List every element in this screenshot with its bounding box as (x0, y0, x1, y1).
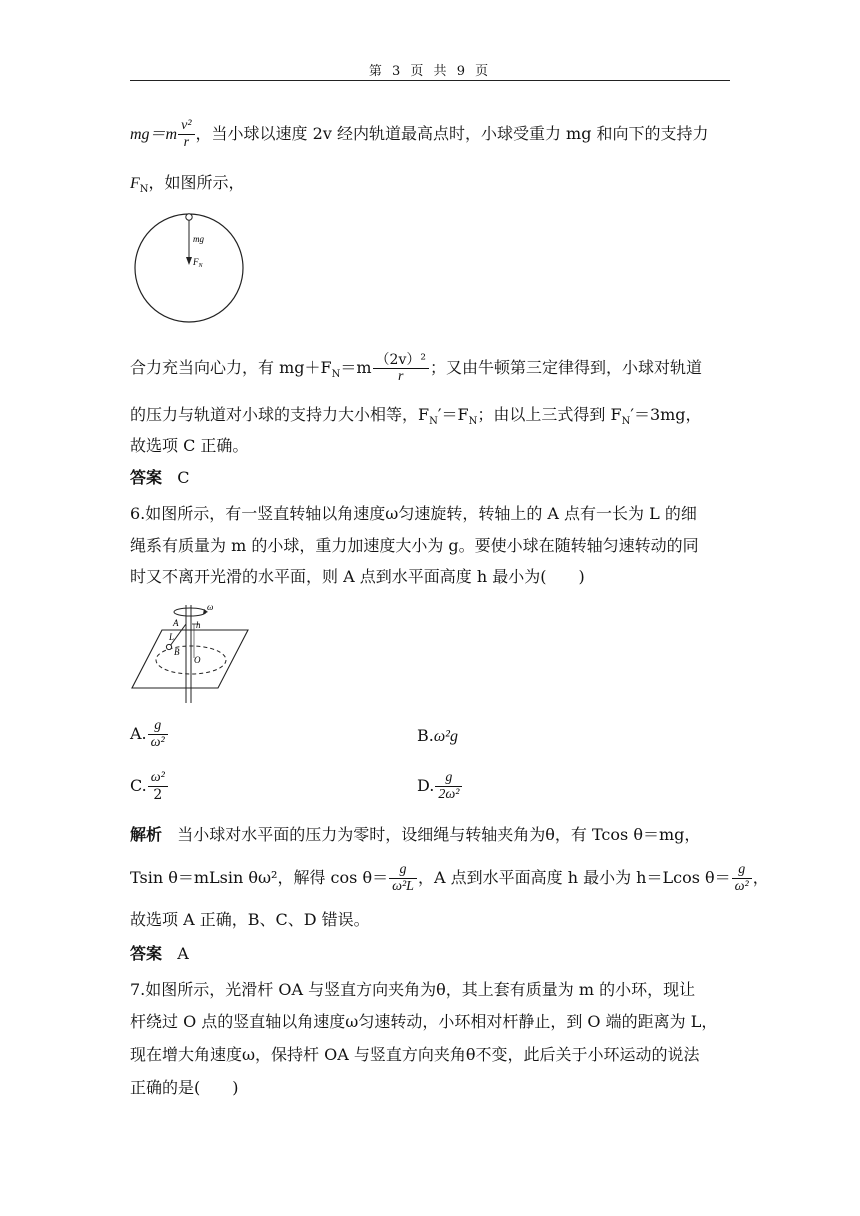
p5-line-5: 故选项 C 正确。 (130, 436, 249, 455)
label-A: A (173, 618, 179, 628)
label-h: h (196, 620, 201, 630)
q7-line-2: 杆绕过 O 点的竖直轴以角速度ω匀速转动，小环相对杆静止，到 O 端的距离为 L， (130, 1012, 718, 1031)
rotating-shaft-figure (130, 600, 252, 708)
q6-answer: 答案 A (130, 944, 189, 963)
circle-track-figure (130, 205, 250, 327)
q7-line-1: 7.如图所示，光滑杆 OA 与竖直方向夹角为θ，其上套有质量为 m 的小环，现让 (130, 980, 696, 999)
q6-analysis-2: Tsin θ＝mLsin θω²，解得 cos θ＝ $\frac{g}{\text{ω²L}}$ ，A 点到水平面高度 h 最小为 h＝Lcos θ＝ $\frac{g}{\text{ω²}}$ ， (130, 862, 769, 894)
formula-mg: mg＝m (130, 126, 178, 143)
p5-line-1: mg＝m $\frac{\text{v²}}{r}$ ，当小球以速度 2v 经内轨道最高点时，小球受重力 mg 和向下的支持力 (130, 118, 709, 150)
page-header: 第 3 页 共 9 页 (368, 64, 492, 79)
p5-line-4: 的压力与轨道对小球的支持力大小相等，$F_N'=F_N$；由以上三式得到 $F_N'=3mg$， (130, 405, 702, 428)
p5-line-2: $F_N$，如图所示， (130, 173, 245, 196)
rotation-arrow (174, 608, 206, 616)
label-omega: ω (207, 602, 214, 612)
label-O: O (194, 655, 201, 665)
option-C: C. $\frac{\text{ω²}}{2}$ (130, 770, 169, 803)
fraction-2v2-r: $\frac{\text{（2v）²}}{r}$ (373, 352, 429, 385)
q6-analysis-3: 故选项 A 正确，B、C、D 错误。 (130, 910, 370, 929)
q6-line-1: 6.如图所示，有一竖直转轴以角速度ω匀速旋转，转轴上的 A 点有一长为 L 的细 (130, 504, 697, 523)
option-D: D. $\frac{g}{\text{2ω²}}$ (417, 770, 463, 803)
label-L: L (169, 632, 175, 642)
label-mg: mg (193, 234, 204, 244)
horizontal-plane (132, 630, 248, 688)
q7-line-3: 现在增大角速度ω，保持杆 OA 与竖直方向夹角θ不变，此后关于小环运动的说法 (130, 1045, 700, 1064)
q6-line-2: 绳系有质量为 m 的小球，重力加速度大小为 g。要使小球在随转轴匀速转动的同 (130, 536, 699, 555)
q6-analysis-1: 解析 当小球对水平面的压力为零时，设细绳与转轴夹角为θ，有 Tcos θ＝mg， (130, 825, 701, 844)
label-fn: $F_N$ (193, 257, 203, 269)
p5-line-3: 合力充当向心力，有 $mg+F_N=m$ $\frac{\text{（2v）²}}{r}$ ；又由牛顿第三定律得到，小球对轨道 (130, 352, 702, 384)
header-rule (130, 80, 730, 81)
q7-line-4: 正确的是( ) (130, 1078, 239, 1097)
label-B: B (174, 647, 180, 657)
arrow-head-icon (186, 257, 192, 265)
option-A: A. $\frac{g}{\text{ω²}}$ (130, 718, 169, 751)
small-ball (166, 644, 171, 649)
option-B: B.ω²g (417, 726, 458, 745)
q6-line-3: 时又不离开光滑的水平面，则 A 点到水平面高度 h 最小为( ) (130, 567, 585, 586)
ball (186, 214, 192, 220)
p5-answer: 答案 C (130, 468, 190, 487)
fraction-v2-r: $\frac{\text{v²}}{r}$ (178, 118, 194, 151)
